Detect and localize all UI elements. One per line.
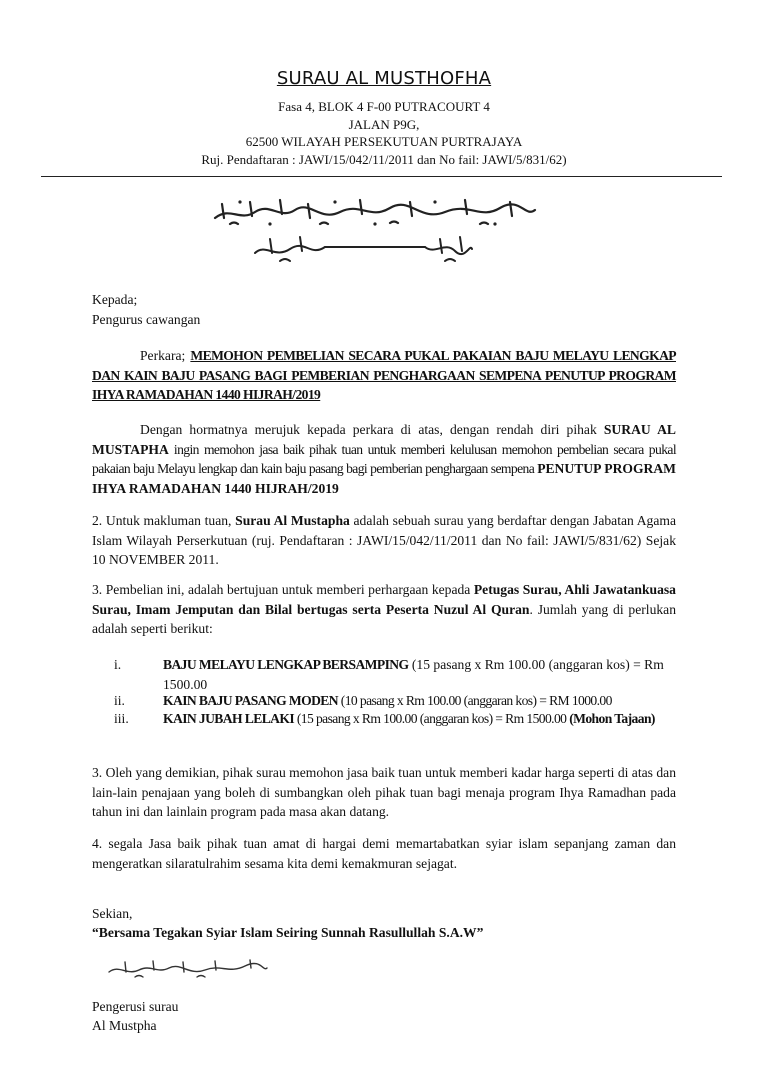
subject-prefix: Perkara; (140, 348, 191, 363)
recipient-line-2: Pengurus cawangan (92, 312, 201, 327)
paragraph-1-text-a: Dengan hormatnya merujuk kepada perkara di atas, dengan rendah diri pihak (140, 422, 604, 437)
paragraph-1-text-b: ingin memohon jasa baik pihak tuan untuk memberi kelulusan memohon pembelian secara pukal pakaian baju Melayu lengkap dan kain baju pasang bagi pemberian penghargaan sempena (92, 441, 676, 476)
closing-line: Sekian, (92, 906, 133, 921)
header-divider (41, 176, 722, 177)
paragraph-2-bold: Surau Al Mustapha (235, 513, 350, 528)
paragraph-3-text-b: . Jumlah yang di perlukan adalah seperti berikut: (92, 601, 676, 636)
subject-line (92, 346, 676, 405)
paragraph-1 (92, 420, 676, 498)
paragraph-1-bold-a: SURAU AL MUSTAPHA (92, 422, 676, 457)
recipient-line-1: Kepada; (92, 292, 138, 307)
bismillah-calligraphy-image (250, 233, 475, 265)
list-item-number: iii. (114, 711, 129, 726)
letterhead-address-3: 62500 WILAYAH PERSEKUTUAN PURTRAJAYA (245, 134, 523, 149)
signatory-name: Al Mustpha (92, 1018, 157, 1033)
list-item-bold: KAIN BAJU PASANG MODEN (163, 693, 338, 708)
list-item-bold: KAIN JUBAH LELAKI (163, 711, 295, 726)
closing-motto: “Bersama Tegakan Syiar Islam Seiring Sunnah Rasullullah S.A.W” (92, 925, 484, 940)
paragraph-5: 4. segala Jasa baik pihak tuan amat di hargai demi memartabatkan syiar islam sepanjang zaman dan mengeratkan silaratulrahim sesama kita demi kemakmuran sejagat. (92, 836, 676, 871)
letterhead-address-2: JALAN P9G, (348, 117, 420, 132)
paragraph-3-bold: Petugas Surau, Ahli Jawatankuasa Surau, Imam Jemputan dan Bilal bertugas serta Peserta Nuzul Al Quran (92, 582, 676, 617)
list-item-bold-tail: (Mohon Tajaan) (569, 711, 655, 726)
salam-calligraphy-image (210, 196, 540, 228)
list-item-bold: BAJU MELAYU LENGKAP BERSAMPING (163, 657, 409, 672)
paragraph-4: 3. Oleh yang demikian, pihak surau memohon jasa baik tuan untuk memberi kadar harga seperti di atas dan lain-lain penajaan yang boleh di sumbangkan oleh pihak tuan bagi menaja program Ihya Ramadhan pada tahun ini dan lainlain program pada masa akan datang. (92, 765, 676, 819)
letterhead-title: SURAU AL MUSTHOFHA (276, 68, 492, 89)
paragraph-2 (92, 511, 676, 570)
paragraph-3-text-a: 3. Pembelian ini, adalah bertujuan untuk memberi perhargaan kepada (92, 582, 474, 597)
list-item-text: (15 pasang x Rm 100.00 (anggaran kos) = Rm 1500.00 (294, 711, 570, 726)
list-item-number: ii. (114, 693, 125, 708)
signature-calligraphy-image (105, 958, 270, 980)
paragraph-3 (92, 580, 676, 639)
subject-text: MEMOHON PEMBELIAN SECARA PUKAL PAKAIAN BAJU MELAYU LENGKAP DAN KAIN BAJU PASANG BAGI PEMBERIAN PENGHARGAAN SEMPENA PENUTUP PROGRAM IHYA RAMADAHAN 1440 HIJRAH/2019 (92, 348, 676, 402)
list-item-text: (15 pasang x Rm 100.00 (anggaran kos) = Rm 1500.00 (163, 657, 664, 692)
list-item-number: i. (114, 657, 122, 672)
paragraph-2-text-b: adalah sebuah surau yang berdaftar dengan Jabatan Agama Islam Wilayah Perserkutuan (ruj. Pendaftaran : JAWI/15/042/11/2011 dan No fail: JAWI/5/831/62) Sejak 10 NOVEMBER 2011. (92, 513, 676, 567)
paragraph-2-text-a: 2. Untuk makluman tuan, (92, 513, 236, 528)
signatory-title: Pengerusi surau (92, 999, 179, 1014)
paragraph-1-bold-b: PENUTUP PROGRAM IHYA RAMADAHAN 1440 HIJRAH/2019 (92, 461, 676, 496)
letterhead-address-1: Fasa 4, BLOK 4 F-00 PUTRACOURT 4 (278, 99, 490, 114)
list-item-text: (10 pasang x Rm 100.00 (anggaran kos) = RM 1000.00 (337, 693, 612, 708)
letterhead-registration: Ruj. Pendaftaran : JAWI/15/042/11/2011 dan No fail: JAWI/5/831/62) (201, 152, 567, 167)
